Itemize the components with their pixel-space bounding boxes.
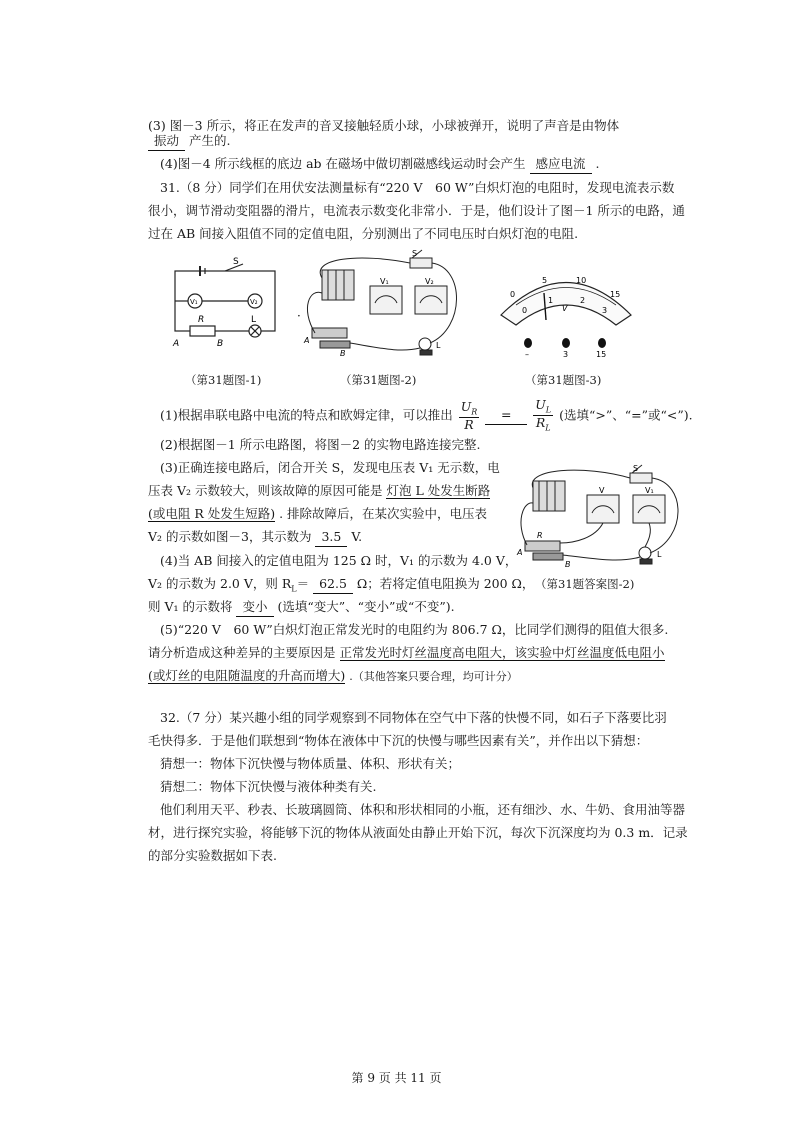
fig3-caption: （第31题图-3) bbox=[525, 373, 602, 387]
q31-part1 bbox=[160, 398, 693, 434]
q32-line1: 32.（7 分）某兴趣小组的同学观察到不同物体在空气中下落的快慢不同，如石子下落要比羽 bbox=[160, 710, 667, 725]
ans-fig-label-r: R bbox=[537, 531, 543, 540]
q31-p5-answer-a: 正常发光时灯丝温度高电阻大，该实验中灯丝温度低电阻小 bbox=[339, 645, 665, 660]
meter-terminal-15: 15 bbox=[596, 350, 607, 359]
meter-bottom-tick-2: 2 bbox=[580, 296, 586, 305]
ans-fig-label-a: A bbox=[517, 548, 523, 557]
q31-part5-line1: (5)“220 V 60 W”白炽灯泡正常发光时的电阻约为 806.7 Ω，比同学们测得的阻值大很多. bbox=[160, 622, 669, 637]
q31-p1-answer: = bbox=[485, 407, 527, 425]
q32-line2: 毛快得多．于是他们联想到“物体在液体中下沉的快慢与哪些因素有关”，并作出以下猜想： bbox=[148, 733, 649, 748]
q31-p5-note: .（其他答案只要合理，均可计分） bbox=[349, 670, 518, 683]
separator-dot: · bbox=[297, 309, 301, 323]
q30-item3-post: 产生的. bbox=[189, 133, 231, 148]
q31-part4-line3: 则 V₁ 的示数将 变小 (选填“变大”、“变小”或“不变”). bbox=[148, 599, 455, 617]
fig1-label-l: L bbox=[251, 315, 257, 325]
q31-p3-answer-b: (或电阻 R 处发生短路) bbox=[148, 506, 276, 521]
ans-fig-label-l: L bbox=[657, 550, 662, 559]
fig2-label-v1: V₁ bbox=[380, 277, 389, 286]
q31-intro-line3: 过在 AB 间接入阻值不同的定值电阻，分别测出了不同电压时白炽灯泡的电阻. bbox=[148, 226, 579, 241]
meter-terminal-neg: – bbox=[525, 350, 529, 359]
q31-p3-answer-a: 灯泡 L 处发生断路 bbox=[386, 483, 491, 498]
q31-intro-line2: 很小，调节滑动变阻器的滑片，电流表示数变化非常小．于是，他们设计了图－1 所示的电路，通 bbox=[148, 203, 685, 218]
q31-p3-answer-reading: 3.5 bbox=[315, 529, 347, 547]
fig1-caption: （第31题图-1) bbox=[185, 373, 262, 387]
q30-item4-text: (4)图－4 所示线框的底边 ab 在磁场中做切割磁感线运动时会产生 bbox=[160, 156, 526, 171]
q30-item3-text: (3) 图－3 所示，将正在发声的音叉接触轻质小球，小球被弹开，说明了声音是由物体 bbox=[148, 118, 620, 133]
q31-part2: (2)根据图－1 所示电路图，将图－2 的实物电路连接完整. bbox=[160, 437, 481, 452]
fig2-label-v2: V₂ bbox=[425, 277, 434, 286]
meter-top-tick-10: 10 bbox=[576, 276, 587, 285]
q31-part3-line1: (3)正确连接电路后，闭合开关 S，发现电压表 V₁ 无示数，电 bbox=[160, 460, 500, 475]
meter-unit: V bbox=[562, 304, 568, 313]
q31-p4-answer-rl: 62.5 bbox=[313, 576, 353, 594]
fig2-label-s: S bbox=[412, 249, 418, 258]
q31-part5-line3 bbox=[148, 668, 518, 685]
meter-bottom-tick-1: 1 bbox=[548, 296, 554, 305]
q31-p1-text: (1)根据串联电路中电流的特点和欧姆定律，可以推出 bbox=[160, 407, 453, 423]
fig1-label-v1: V₁ bbox=[190, 298, 198, 306]
fig2-caption: （第31题图-2) bbox=[340, 373, 417, 387]
q31-intro-line1: 31.（8 分）同学们在用伏安法测量标有“220 V 60 W”白炽灯泡的电阻时，发现电流表示数 bbox=[160, 180, 675, 195]
fig2-label-a: A bbox=[304, 336, 310, 345]
q31-part3-line4: V₂ 的示数如图－3，其示数为 3.5 V. bbox=[148, 529, 362, 547]
q31-p1-frac1: $\frac{U_R}{R}$ bbox=[460, 398, 478, 433]
fig1-label-v2: V₂ bbox=[250, 298, 258, 306]
fig2-label-l: L bbox=[436, 341, 441, 350]
q31-part5-line2: 请分析造成这种差异的主要原因是 正常发光时灯丝温度高电阻大，该实验中灯丝温度低电阻小 bbox=[148, 645, 665, 660]
q30-item3-answer: 振动 bbox=[148, 133, 185, 151]
page-footer: 第 9 页 共 11 页 bbox=[351, 1071, 442, 1085]
meter-top-tick-15: 15 bbox=[610, 290, 621, 299]
ans-fig-label-v: V bbox=[599, 486, 605, 495]
fig1-label-b: B bbox=[217, 339, 224, 349]
circuit-diagram-fig1 bbox=[165, 256, 290, 351]
q30-item4-answer: 感应电流 bbox=[530, 156, 592, 174]
voltmeter-fig3 bbox=[496, 255, 636, 360]
q31-part3-line3: (或电阻 R 处发生短路) . 排除故障后，在某次实验中，电压表 bbox=[148, 506, 488, 521]
fig1-label-s: S bbox=[233, 257, 239, 267]
q30-item3-line2 bbox=[148, 133, 230, 151]
answer-fig-caption: （第31题答案图-2) bbox=[535, 577, 635, 591]
meter-top-tick-5: 5 bbox=[542, 276, 548, 285]
q31-part4-line2: V₂ 的示数为 2.0 V，则 $R_L= 62.5$ Ω；若将定值电阻换为 200 Ω， bbox=[148, 576, 535, 594]
fig1-label-a: A bbox=[173, 339, 180, 349]
ans-fig-label-b: B bbox=[565, 560, 571, 569]
ans-fig-label-v1: V₁ bbox=[645, 486, 654, 495]
meter-bottom-tick-0: 0 bbox=[522, 306, 528, 315]
q32-line5: 的部分实验数据如下表. bbox=[148, 848, 277, 863]
q32-line4: 材，进行探究实验，将能够下沉的物体从液面处由静止开始下沉，每次下沉深度均为 0.3 m．记录 bbox=[148, 825, 688, 840]
answer-circuit-fig bbox=[515, 463, 690, 573]
q32-guess1: 猜想一：物体下沉快慢与物体质量、体积、形状有关； bbox=[160, 756, 461, 771]
q32-line3: 他们利用天平、秒表、长玻璃圆筒、体积和形状相同的小瓶，还有细沙、水、牛奶、食用油等器 bbox=[160, 802, 686, 817]
q31-p1-post: (选填“>”、“=”或“<”). bbox=[559, 407, 693, 423]
ans-fig-label-s: S bbox=[633, 464, 639, 473]
q31-p4-answer-trend: 变小 bbox=[236, 599, 273, 617]
meter-terminal-3: 3 bbox=[563, 350, 569, 359]
meter-top-tick-0: 0 bbox=[510, 290, 516, 299]
q31-part3-line2: 压表 V₂ 示数较大，则该故障的原因可能是 灯泡 L 处发生断路 bbox=[148, 483, 491, 498]
fig1-label-r: R bbox=[198, 315, 205, 325]
physical-circuit-fig2 bbox=[300, 248, 465, 363]
q30-item4-post: . bbox=[595, 156, 600, 171]
q32-guess2: 猜想二：物体下沉快慢与液体种类有关. bbox=[160, 779, 377, 794]
q31-p5-answer-b: (或灯丝的电阻随温度的升高而增大) bbox=[148, 668, 346, 683]
meter-bottom-tick-3: 3 bbox=[602, 306, 608, 315]
q31-p1-frac2: $\frac{U_L}{R_L}$ bbox=[535, 397, 552, 433]
fig2-label-b: B bbox=[340, 349, 346, 358]
q30-item4-line bbox=[160, 156, 600, 174]
q31-part4-line1: (4)当 AB 间接入的定值电阻为 125 Ω 时，V₁ 的示数为 4.0 V， bbox=[160, 553, 518, 568]
